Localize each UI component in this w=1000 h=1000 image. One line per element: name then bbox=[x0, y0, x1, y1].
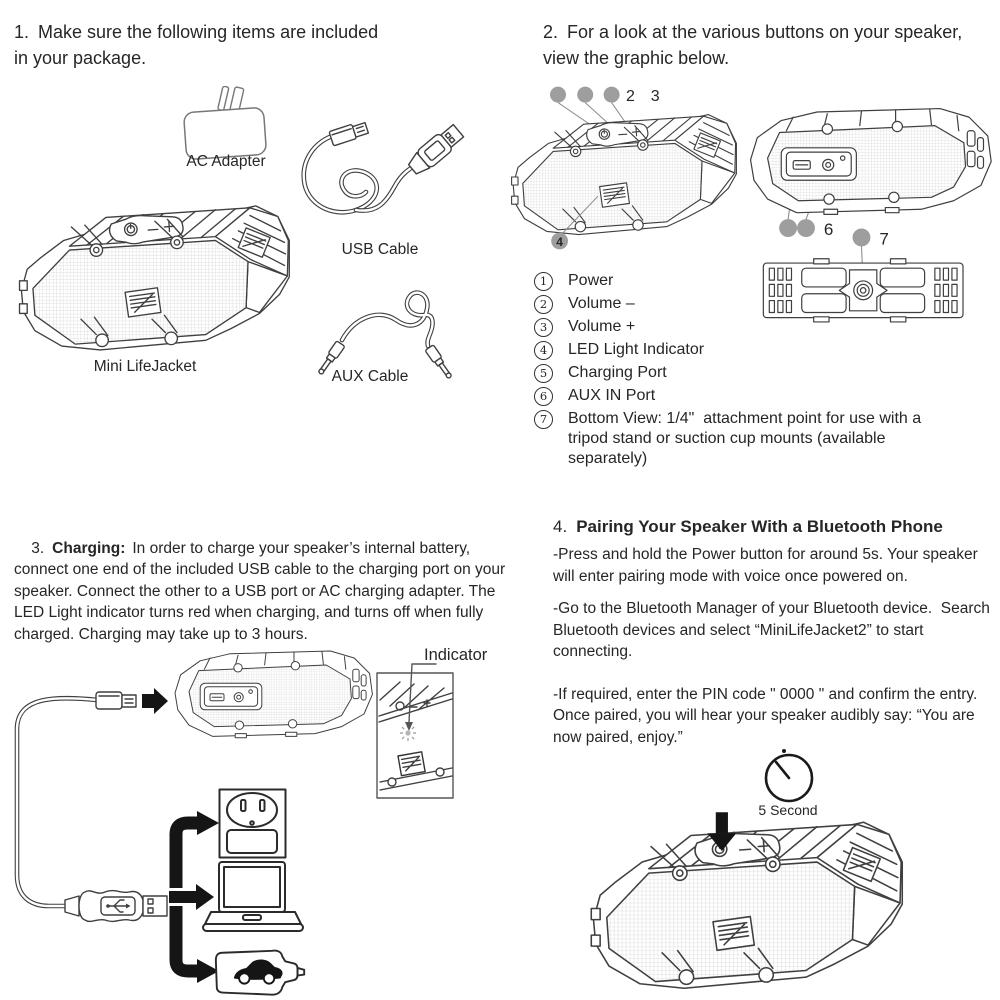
pairing-step-3: -If required, enter the PIN code " 0000 " and confirm the entry. Once paired, you will hear your speaker audibly say: “You are now paired, enjoy.” bbox=[553, 685, 982, 746]
callout-dot-5 bbox=[779, 219, 797, 237]
arrow-to-car bbox=[176, 906, 197, 971]
timer-label: 5 Second bbox=[758, 802, 818, 818]
section-1-number: 1. bbox=[14, 22, 30, 42]
indicator-label: Indicator bbox=[424, 646, 488, 664]
pairing-step-1: -Press and hold the Power button for around 5s. Your speaker will enter pairing mode with voice once powered on. bbox=[553, 546, 983, 585]
list-item: 7 Bottom View: 1/4" attachment point for use with a tripod stand or suction cup mounts (available separately) bbox=[534, 409, 986, 469]
list-item: 1 Power bbox=[534, 271, 986, 291]
arrow-to-outlet bbox=[176, 823, 197, 888]
section-3-number: 3. bbox=[31, 539, 45, 557]
pairing-speaker-figure bbox=[578, 812, 910, 994]
charging-diagram bbox=[0, 630, 520, 1000]
list-item: 6 AUX IN Port bbox=[534, 386, 986, 406]
list-item: 5 Charging Port bbox=[534, 363, 986, 383]
micro-usb-connector bbox=[96, 692, 136, 709]
mini-lifejacket-illustration bbox=[8, 196, 296, 355]
callout-label-7: 7 bbox=[879, 229, 889, 249]
callout-label-3: 3 bbox=[650, 88, 660, 105]
callout-dot-1 bbox=[550, 87, 566, 103]
mini-lifejacket-label: Mini LifeJacket bbox=[93, 358, 197, 375]
section-2-heading: 2. For a look at the various buttons on your speaker, view the graphic below. bbox=[543, 22, 968, 68]
charge-port-arrow bbox=[142, 688, 168, 714]
timer-icon bbox=[760, 746, 816, 804]
section-3-title: Charging: bbox=[52, 539, 126, 557]
indicator-inset bbox=[377, 673, 453, 798]
callout-dot-3 bbox=[604, 87, 620, 103]
section-3-body: In order to charge your speaker’s internal battery, connect one end of the included USB cable to the charging port on your speaker. Connect the other to a USB port or AC charging adapter. The LED Light indicator turns red when charging, and turns off when fully charged. Charging may take up to 3 hours. bbox=[14, 539, 510, 643]
usb-a-connector bbox=[65, 891, 167, 922]
section-1 bbox=[14, 20, 382, 71]
buttons-callout-figure bbox=[502, 84, 742, 254]
led-indicator-dot bbox=[405, 730, 410, 735]
callout-dot-7 bbox=[853, 228, 871, 246]
section-4-title: Pairing Your Speaker With a Bluetooth Phone bbox=[576, 517, 943, 536]
callout-dot-2 bbox=[577, 87, 593, 103]
usb-cable-illustration bbox=[288, 110, 468, 242]
callout-label-4: 4 bbox=[556, 234, 563, 249]
wall-outlet-illustration bbox=[220, 790, 286, 858]
ac-adapter-label: AC Adapter bbox=[186, 153, 266, 170]
section-4-heading bbox=[553, 516, 993, 538]
list-item: 4 LED Light Indicator bbox=[534, 340, 986, 360]
section-1-heading: 1. Make sure the following items are included in your package. bbox=[14, 22, 384, 68]
laptop-illustration bbox=[203, 862, 303, 931]
aux-cable-label: AUX Cable bbox=[331, 368, 409, 385]
list-item: 2 Volume – bbox=[534, 294, 986, 314]
section-4 bbox=[553, 516, 993, 748]
callout-label-2: 2 bbox=[626, 88, 635, 105]
section-4-number: 4. bbox=[553, 517, 568, 536]
car-charger-illustration bbox=[216, 951, 304, 995]
callout-dot-6 bbox=[797, 219, 815, 237]
charging-speaker bbox=[175, 651, 372, 738]
button-legend-list bbox=[534, 271, 986, 472]
section-2 bbox=[543, 20, 995, 71]
pairing-step-2: -Go to the Bluetooth Manager of your Bluetooth device. Search Bluetooth devices and select “MiniLifeJacket2” to start connecting. bbox=[553, 600, 995, 660]
callout-label-6: 6 bbox=[823, 219, 834, 239]
ac-adapter-illustration bbox=[178, 86, 274, 160]
press-power-arrow bbox=[716, 812, 728, 833]
usb-cable-label: USB Cable bbox=[341, 241, 419, 258]
list-item: 3 Volume + bbox=[534, 317, 986, 337]
section-2-number: 2. bbox=[543, 22, 559, 42]
